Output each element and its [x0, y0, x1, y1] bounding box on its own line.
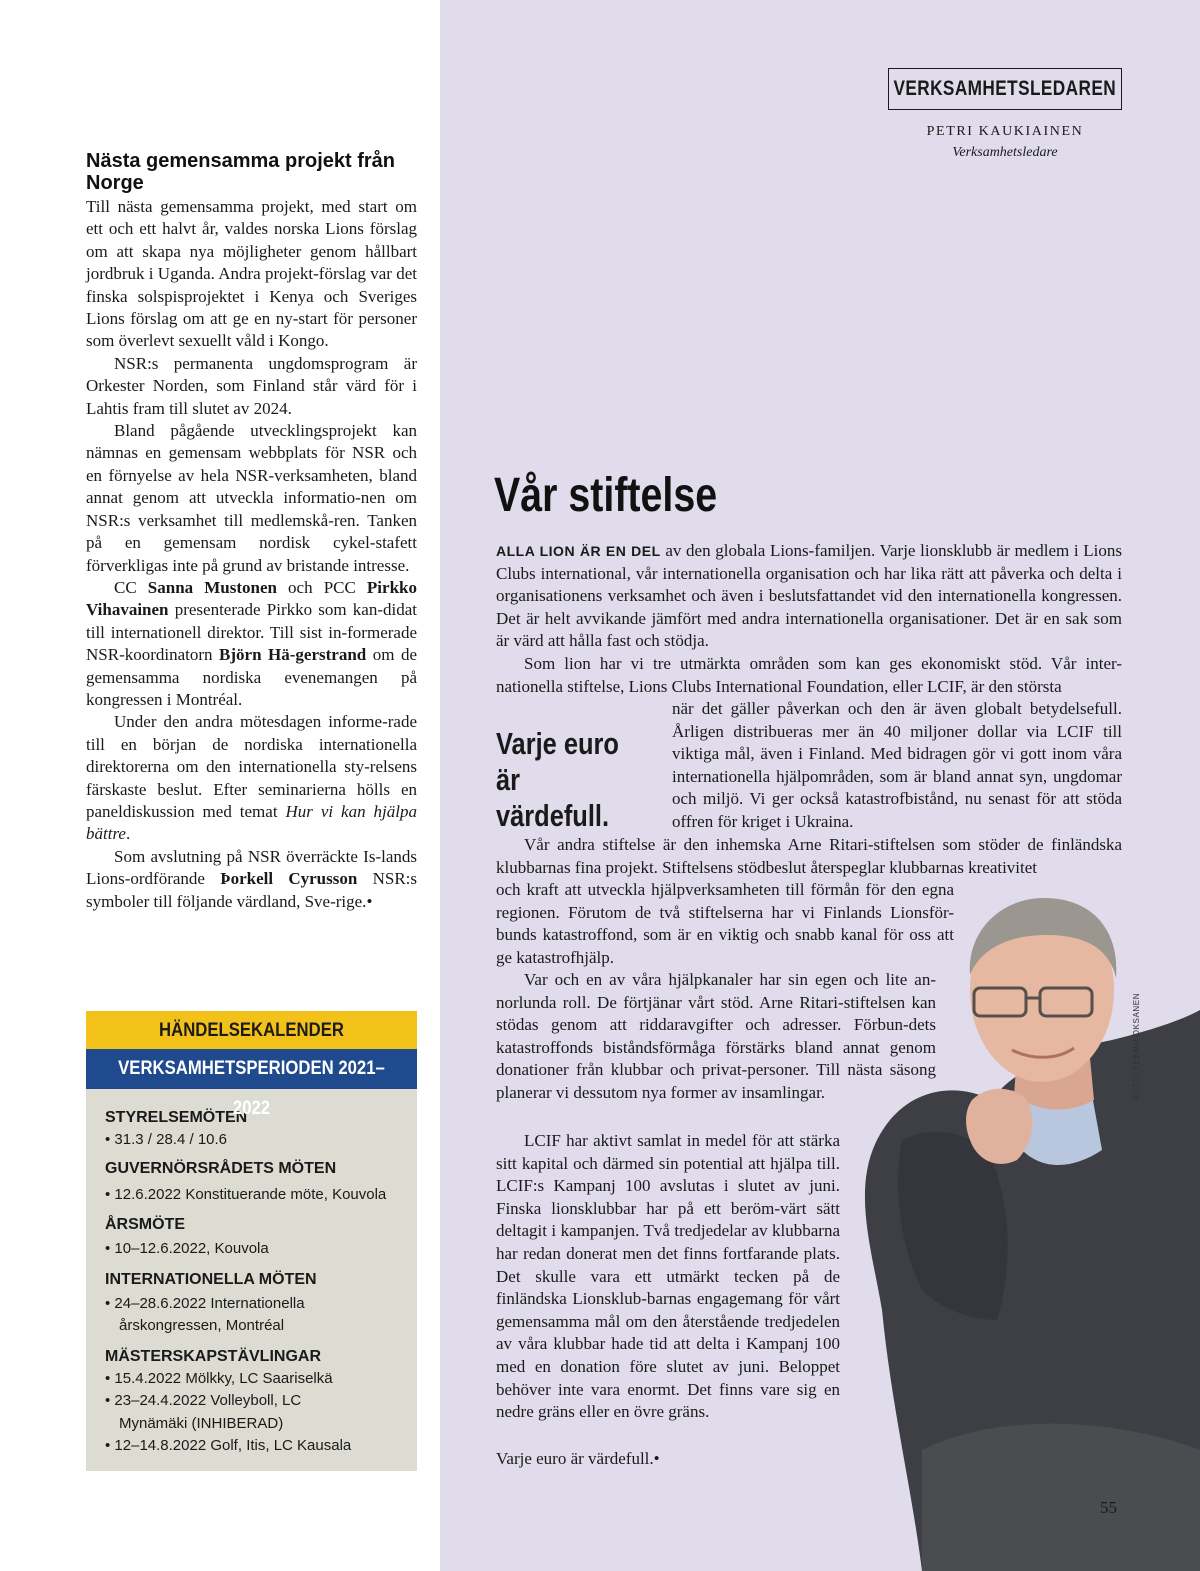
end-mark: •	[653, 1449, 660, 1468]
text-run: Varje euro är värdefull.	[496, 1449, 654, 1468]
text-run: av den globala Lions-familjen. Varje lionsklubb är medlem i Lions Clubs international, vår internationella organisation och har lika rätt att påverka och delta i organisationens verksamhet och även i beslutsfattandet vid den internationella kongressen. Det är helt avvikande jämfört med andra internationella organisationer. Det är en sak som är värd att hålla fast och stödja.	[496, 541, 1122, 651]
person-name: Sanna Mustonen	[147, 577, 277, 597]
pull-quote: Varje euro är värdefull.	[496, 726, 619, 833]
portrait-photo	[862, 890, 1200, 1571]
author-name: PETRI KAUKIAINEN	[926, 124, 1084, 139]
text-run: och PCC	[276, 577, 367, 597]
text-run: Som avslutning på NSR överräckte Is-lands Lions-ordförande	[86, 846, 417, 889]
text-run: CC	[114, 577, 148, 597]
right-paragraph-1	[496, 540, 1122, 653]
right-paragraph-6	[496, 1448, 840, 1471]
left-paragraph-2: NSR:s permanenta ungdomsprogram är Orkester Norden, som Finland står värd för i Lahtis fram till slutet av 2024.	[86, 353, 417, 418]
right-paragraph-2-full: Som lion har vi tre utmärkta områden som kan ges ekonomiskt stöd. Vår inter-nationella stiftelse, Lions Clubs International Foundation, eller LCIF, är den största	[496, 654, 1122, 696]
author-role: Verksamhetsledare	[952, 145, 1058, 160]
page-number: 55	[1100, 1498, 1117, 1517]
lead-in: ALLA LION ÄR EN DEL	[496, 543, 661, 559]
calendar-section-heading: GUVERNÖRSRÅDETS MÖTEN	[105, 1159, 337, 1177]
left-paragraph-6	[86, 846, 417, 913]
calendar-item: • 10–12.6.2022, Kouvola	[105, 1240, 269, 1257]
article-headline: Vår stiftelse	[494, 469, 718, 522]
calendar-item: • 15.4.2022 Mölkky, LC Saariselkä	[105, 1369, 333, 1387]
calendar-section-heading: INTERNATIONELLA MÖTEN	[105, 1270, 317, 1288]
calendar-section-heading: STYRELSEMÖTEN	[105, 1109, 248, 1126]
trousers	[922, 1424, 1200, 1571]
left-article	[86, 150, 417, 913]
calendar-item: • 12–14.8.2022 Golf, Itis, LC Kausala	[105, 1437, 352, 1454]
left-paragraph-4	[86, 577, 417, 711]
right-paragraph-2-narrow: när det gäller påverkan och den är även globalt betydelsefull. Årligen distribueras mer än 40 miljoner dollar via LCIF till viktiga mål, även i Finland. Med bidragen gör vi gott inom våra internationella hjälpområden, som är bland annat syn, ungdomar och miljö. Vi ger också katastrofbistånd, nu senast för att stöda offren för kriget i Ukraina.	[672, 699, 1122, 831]
person-name: Pirkko Vihavainen	[86, 577, 417, 620]
left-paragraph-3: Bland pågående utvecklingsprojekt kan nämnas en gemensam webbplats för NSR och en förnyelse av hela NSR-verksamheten, bland annat genom att utveckla informatio-nen om NSR:s verksamhet till medlemskå-ren. Tanken på en gemensam nordisk cykel-stafett förverkligas inte på grund av bristande intresse.	[86, 421, 417, 575]
event-calendar	[86, 1011, 417, 1471]
calendar-title-bar	[86, 1011, 417, 1049]
text-run: om de gemensamma nordiska evenemangen på kongressen i Montréal.	[86, 645, 417, 709]
panel-theme: Hur vi kan hjälpa bättre	[86, 801, 418, 844]
calendar-period: VERKSAMHETSPERIODEN 2021–2022	[118, 1058, 385, 1119]
calendar-section-heading: MÄSTERSKAPSTÄVLINGAR	[105, 1347, 322, 1365]
text-run: presenterade Pirkko som kan-didat till internationell direktor. Till sist in-formerade NSR-koordinatorn	[86, 600, 417, 665]
calendar-item: • 31.3 / 28.4 / 10.6	[105, 1131, 228, 1148]
end-mark: •	[366, 891, 373, 911]
right-paragraph-4: Var och en av våra hjälpkanaler har sin egen och lite an-norlunda roll. De förtjänar vårt stöd. Arne Ritari-stiftelsen kan stödas genom att riddaravgifter och adresser. Förbun-dets katastroffonds biståndsförmåga förstärks bland annat genom donationer från klubbar och privat-personer. Till nästa säsong planerar vi dessutom nya former av insamlingar.	[496, 970, 936, 1102]
photo-credit: FOTO: TEEMU OKSANEN	[1132, 992, 1141, 1100]
person-name: Björn Hä-gerstrand	[219, 645, 367, 665]
calendar-item: • 23–24.4.2022 Volleyboll, LC Mynämäki (INHIBERAD)	[105, 1392, 302, 1432]
person-name: Þorkell Cyrusson	[220, 869, 358, 889]
section-tag-label: VERKSAMHETSLEDAREN	[893, 77, 1117, 100]
text-run: NSR:s symboler till följande värdland, Sve-rige.	[86, 869, 417, 911]
calendar-item: • 24–28.6.2022 Internationella årskongressen, Montréal	[105, 1294, 305, 1334]
left-heading: Nästa gemensamma projekt från Norge	[86, 150, 396, 194]
right-paragraph-3-full: Vår andra stiftelse är den inhemska Arne Ritari-stiftelsen som stöder de finländska klubbarnas fina projekt. Stiftelsens stödbeslut återspeglar klubbarnas kreativitet	[496, 835, 1122, 877]
calendar-body	[86, 1089, 417, 1458]
left-paragraph-1: Till nästa gemensamma projekt, med start om ett och ett halvt år, valdes norska Lions förslag om att skapa nya möjligheter genom hållbart jordbruk i Uganda. Andra projekt-förslag var det finska solspisprojektet i Kenya och Sveriges Lions förslag om att ge en ny-start för personer som överlevt sexuellt våld i Kongo.	[86, 197, 417, 351]
text-run: .	[125, 824, 131, 844]
section-tag	[888, 68, 1122, 110]
left-paragraph-5	[86, 711, 417, 845]
text-run: Under den andra mötesdagen informe-rade till en början de nordiska internationella direktorerna om den internationella sty-relsens färskaste beslut. Efter seminarierna hölls en paneldiskussion med temat	[86, 712, 417, 821]
calendar-section-heading: ÅRSMÖTE	[105, 1216, 185, 1233]
right-paragraph-3-wrap: och kraft att utveckla hjälpverksamheten till förmån för den egna regionen. Förutom de två stiftelserna har vi Finlands Lionsför-bunds katastroffond, som är en viktig och snabb kanal för oss att ge katastrofhjälp.	[496, 880, 954, 967]
right-paragraph-5: LCIF har aktivt samlat in medel för att stärka sitt kapital och därmed sin potential att hjälpa till. LCIF:s Kampanj 100 avslutas i slutet av juni. Finska lionsklubbar har på ett beröm-värt sätt deltagit i kampanjen. Två tredjedelar av klubbarna har redan donerat men det finns fortfarande plats. Det skulle vara ett utmärkt tecken på de finländska Lionsklub-barnas engagemang för vårt gemensamma mål om den återstående tredjedelen av våra klubbar hade tid att delta i Kampanj 100 med en donation före slutet av juni. Beloppet behöver inte vara enormt. Det finns vare sig en nedre gräns eller en övre gräns.	[496, 1131, 840, 1422]
calendar-title: HÄNDELSEKALENDER	[106, 1011, 397, 1049]
calendar-item: • 12.6.2022 Konstituerande möte, Kouvola	[105, 1185, 387, 1203]
